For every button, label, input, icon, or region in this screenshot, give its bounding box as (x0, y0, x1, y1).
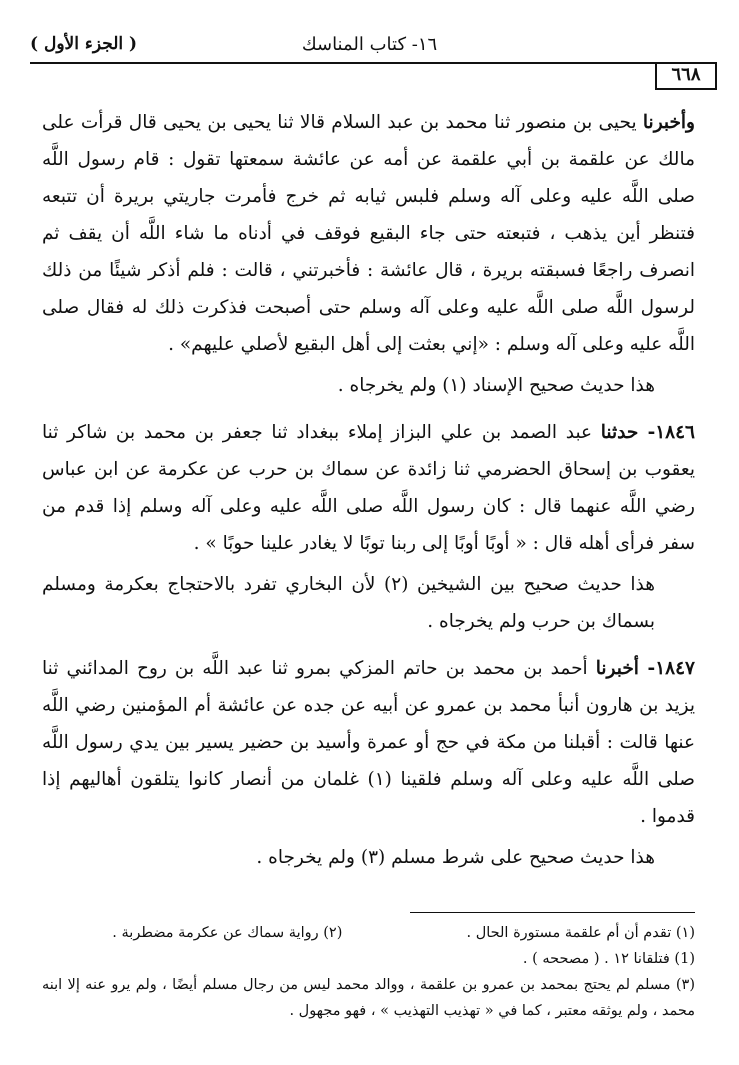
paragraph-text: عبد الصمد بن علي البزاز إملاء ببغداد ثنا جعفر بن محمد بن شاكر ثنا يعقوب بن إسحاق الحضرمي ثنا زائدة عن سماك بن حرب عن عكرمة عن ابن عباس رضي اللَّه عنهما قال : كان رسول اللَّه صلى اللَّه عليه وعلى آله وسلم إذا قدم من سفر فرأى أهله قال : « أوبًا أوبًا إلى ربنا توبًا لا يغادر علينا حوبًا » . (42, 422, 695, 554)
paragraph-lead: وأخبرنا (642, 112, 695, 133)
paragraph-text: هذا حديث صحيح على شرط مسلم (٣) ولم يخرجاه . (256, 847, 655, 868)
main-text (42, 104, 695, 876)
footnote-1: (١) تقدم أن أم علقمة مستورة الحال . (466, 925, 695, 941)
footnotes (42, 920, 695, 1024)
paragraph-text: هذا حديث صحيح بين الشيخين (٢) لأن البخاري تفرد بالاحتجاج بعكرمة ومسلم بسماك بن حرب ولم يخرجاه . (42, 574, 655, 632)
paragraph-text: هذا حديث صحيح الإسناد (١) ولم يخرجاه . (337, 375, 655, 396)
paragraph-lead: ١٨٤٦- حدثنا (600, 422, 695, 443)
paragraph-text: أحمد بن محمد بن حاتم المزكي بمرو ثنا عبد اللَّه بن روح المدائني ثنا يزيد بن هارون أنبأ محمد بن عمرو عن أبيه عن جده عن عائشة أم المؤمنين رضي اللَّه عنها قالت : أقبلنا من مكة في حج أو عمرة وأسيد بن حضير يسير بين يدي رسول اللَّه صلى اللَّه عليه وعلى آله وسلم فلقينا (١) غلمان من أنصار كانوا يتلقون أهاليهم إذا قدموا . (42, 658, 695, 827)
footnote-2: (٢) رواية سماك عن عكرمة مضطربة . (112, 925, 343, 941)
volume-label: ( الجزء الأول ) (30, 34, 138, 54)
footnote-row (42, 920, 695, 946)
footnote-rule (410, 912, 695, 913)
hadith-paragraph (42, 650, 695, 835)
grading-line (42, 839, 695, 876)
book-title: ١٦- كتاب المناسك (301, 34, 438, 55)
footnote-1b: (1) فتلقانا ١٢ . ( مصححه ) . (522, 951, 695, 967)
hadith-paragraph (42, 414, 695, 562)
paragraph-lead: ١٨٤٧- أخبرنا (595, 658, 695, 679)
page-number: ٦٦٨ (655, 62, 717, 90)
paragraph-text: يحيى بن منصور ثنا محمد بن عبد السلام قالا ثنا يحيى بن يحيى قال قرأت على مالك عن علقمة بن أبي علقمة عن أمه عن عائشة سمعتها تقول : قام رسول اللَّه صلى اللَّه عليه وعلى آله وسلم فلبس ثيابه ثم خرج فأمرت جاريتي بريرة أن تتبعه فتنظر أين يذهب ، فتبعته حتى جاء البقيع فوقف في أدناه ما شاء اللَّه أن يقف ثم انصرف راجعًا فسبقته بريرة ، قال عائشة : فأخبرتني ، قالت : فلم أذكر شيئًا من ذلك لرسول اللَّه صلى اللَّه عليه وعلى آله وسلم حتى أصبحت فذكرت ذلك له فقال صلى اللَّه عليه وعلى آله وسلم : «إني بعثت إلى أهل البقيع لأصلي عليهم» . (42, 112, 695, 355)
running-header (30, 34, 709, 60)
hadith-paragraph (42, 104, 695, 363)
grading-line (42, 367, 695, 404)
header-rule (30, 62, 717, 64)
grading-paragraph (42, 566, 695, 640)
footnote-3: (٣) مسلم لم يحتج بمحمد بن عمرو بن علقمة ، ووالد محمد ليس من رجال مسلم أيضًا ، ولم يرو عنه إلا ابنه محمد ، ولم يوثقه معتبر ، كما في « تهذيب التهذيب » ، فهو مجهول . (42, 977, 695, 1019)
